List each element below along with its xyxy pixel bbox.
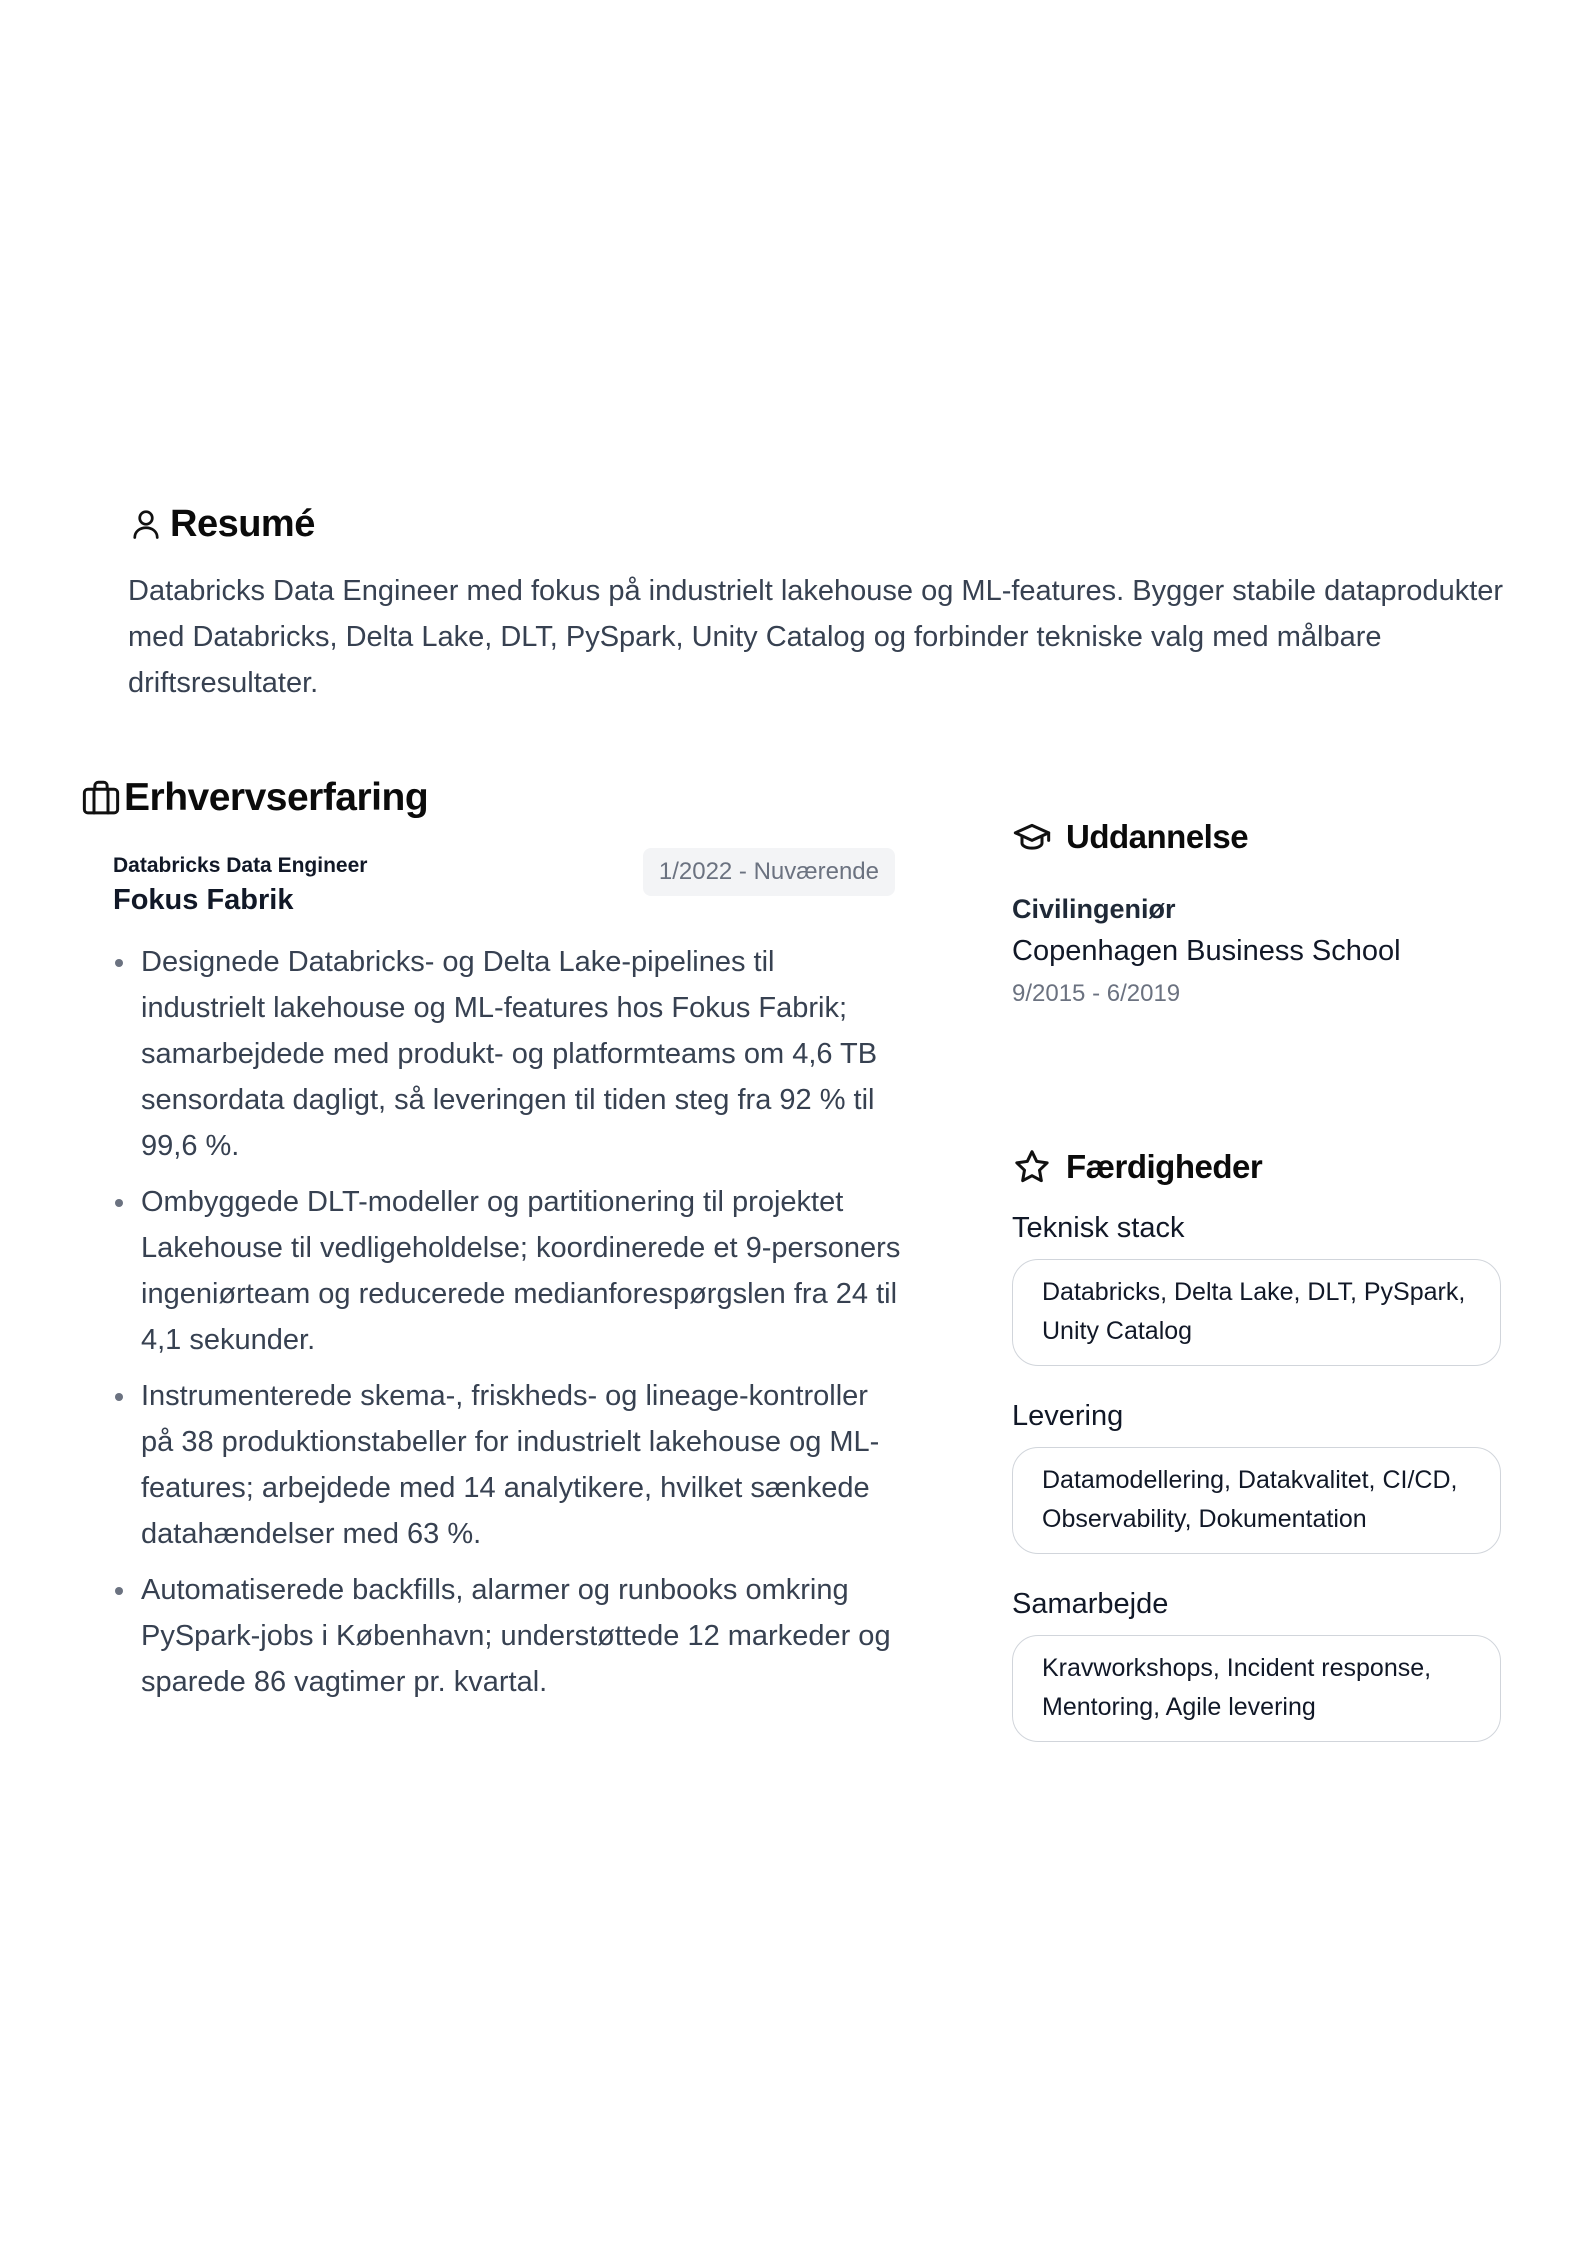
education-dates: 9/2015 - 6/2019 — [1012, 980, 1181, 1007]
skill-group-items: Datamodellering, Datakvalitet, CI/CD, Observability, Dokumentation — [1012, 1447, 1501, 1554]
skill-group-items: Databricks, Delta Lake, DLT, PySpark, Unity Catalog — [1012, 1259, 1501, 1366]
summary-heading — [128, 496, 1528, 552]
education-title: Uddannelse — [1066, 818, 1249, 855]
education-school: Copenhagen Business School — [1012, 935, 1401, 967]
skill-group-label: Samarbejde — [1012, 1588, 1169, 1620]
job-bullet — [113, 1373, 901, 1557]
education-degree: Civilingeniør — [1012, 894, 1176, 924]
education-heading — [1012, 810, 1512, 864]
user-icon — [128, 506, 164, 542]
skills-heading — [1012, 1140, 1512, 1194]
skill-group — [1012, 1400, 1512, 1554]
skill-group-items: Kravworkshops, Incident response, Mentoring, Agile levering — [1012, 1635, 1501, 1742]
education-section — [1012, 810, 1512, 1008]
job-date-badge: 1/2022 - Nuværende — [643, 848, 895, 896]
job-bullet-text: Instrumenterede skema-, friskheds- og lineage-kontroller på 38 produktionstabeller for industrielt lakehouse og ML-features; arbejdede med 14 analytikere, hvilket sænkede datahændelser med 63 %. — [141, 1380, 880, 1550]
star-icon — [1012, 1147, 1052, 1187]
job-bullet-list — [113, 939, 901, 1705]
skills-title: Færdigheder — [1066, 1148, 1263, 1185]
bullet-dot-icon — [115, 1199, 123, 1207]
bullet-dot-icon — [115, 1587, 123, 1595]
job-bullet-text: Designede Databricks- og Delta Lake-pipelines til industrielt lakehouse og ML-features hos Fokus Fabrik; samarbejdede med produkt- og platformteams om 4,6 TB sensordata dagligt, så leveringen til tiden steg fra 92 % til 99,6 %. — [141, 946, 878, 1162]
job-bullet-text: Ombyggede DLT-modeller og partitionering til projektet Lakehouse til vedligeholdelse; koordinerede et 9-personers ingeniørteam og reducerede medianforespørgslen fra 24 til 4,1 sekunder. — [141, 1186, 901, 1356]
job-bullet — [113, 1567, 901, 1705]
bullet-dot-icon — [115, 959, 123, 967]
skill-group — [1012, 1588, 1512, 1742]
job-role: Databricks Data Engineer — [113, 854, 368, 877]
skill-group — [1012, 1212, 1512, 1366]
summary-text: Databricks Data Engineer med fokus på industrielt lakehouse og ML-features. Bygger stabile dataprodukter med Databricks, Delta Lake, DLT, PySpark, Unity Catalog og forbinder tekniske valg med målbare driftsresultater. — [128, 575, 1504, 699]
summary-title: Resumé — [170, 502, 315, 545]
job-bullet — [113, 939, 901, 1169]
briefcase-icon — [80, 777, 122, 819]
job-bullet — [113, 1179, 901, 1363]
experience-title: Erhvervserfaring — [124, 776, 429, 819]
experience-heading — [80, 770, 900, 826]
skills-section — [1012, 1140, 1512, 1776]
job-entry — [113, 854, 901, 1705]
graduation-cap-icon — [1012, 817, 1052, 857]
skill-group-label: Teknisk stack — [1012, 1212, 1185, 1244]
job-bullet-text: Automatiserede backfills, alarmer og runbooks omkring PySpark-jobs i København; understøttede 12 markeder og sparede 86 vagtimer pr. kvartal. — [141, 1574, 891, 1698]
job-company: Fokus Fabrik — [113, 884, 294, 916]
skill-group-label: Levering — [1012, 1400, 1124, 1432]
summary-section — [128, 496, 1528, 706]
experience-section — [80, 770, 900, 1715]
bullet-dot-icon — [115, 1393, 123, 1401]
